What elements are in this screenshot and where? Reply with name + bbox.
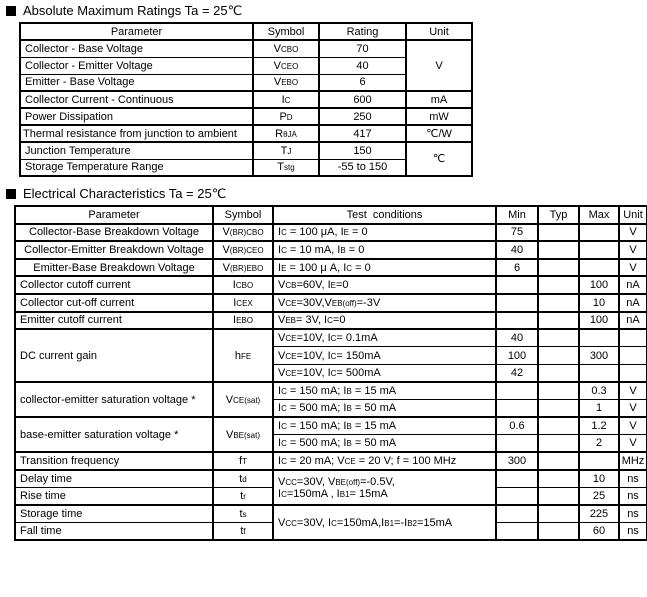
param-cell: Collector - Base Voltage <box>20 40 253 57</box>
symbol-cell: tf <box>213 523 273 541</box>
rating-cell: 70 <box>319 40 406 57</box>
typ-cell <box>538 435 579 453</box>
rating-cell: 417 <box>319 125 406 142</box>
cond-cell: IC = 20 mA; VCE = 20 V; f = 100 MHz <box>273 452 496 470</box>
cond-cell: IC = 500 mA; IB = 50 mA <box>273 435 496 453</box>
unit-cell: nA <box>619 276 647 294</box>
typ-cell <box>538 276 579 294</box>
param-cell: Collector - Emitter Voltage <box>20 57 253 74</box>
table-row <box>15 259 647 277</box>
abs-max-header-row <box>20 23 472 40</box>
table-row <box>15 452 647 470</box>
min-cell <box>496 400 538 418</box>
min-cell <box>496 312 538 330</box>
cond-cell: VCE=10V, IC= 0.1mA <box>273 329 496 347</box>
typ-cell <box>538 505 579 523</box>
symbol-cell: IEBO <box>213 312 273 330</box>
table-row <box>15 470 647 488</box>
table-row <box>20 40 472 57</box>
param-cell: Thermal resistance from junction to ambient <box>20 125 253 142</box>
col-header-typ: Typ <box>538 206 579 224</box>
param-cell: Emitter cutoff current <box>15 312 213 330</box>
unit-cell: nA <box>619 294 647 312</box>
min-cell <box>496 523 538 541</box>
param-cell: Fall time <box>15 523 213 541</box>
param-cell: collector-emitter saturation voltage * <box>15 382 213 417</box>
min-cell <box>496 294 538 312</box>
symbol-cell: V(BR)EBO <box>213 259 273 277</box>
cond-cell: VCE=30V,VEB(off)=-3V <box>273 294 496 312</box>
rating-cell: 150 <box>319 142 406 159</box>
typ-cell <box>538 312 579 330</box>
unit-cell: ℃/W <box>406 125 472 142</box>
elec-section-title <box>6 186 647 201</box>
max-cell: 225 <box>579 505 619 523</box>
symbol-cell: RθJA <box>253 125 319 142</box>
table-row <box>15 382 647 400</box>
col-header-unit: Unit <box>406 23 472 40</box>
cond-cell: VCE=10V, IC= 500mA <box>273 364 496 382</box>
cond-cell: VCB=60V, IE=0 <box>273 276 496 294</box>
max-cell: 100 <box>579 312 619 330</box>
table-row <box>15 312 647 330</box>
symbol-cell: TJ <box>253 142 319 159</box>
col-header-parameter: Parameter <box>20 23 253 40</box>
param-cell: Collector cut-off current <box>15 294 213 312</box>
table-row <box>15 294 647 312</box>
max-cell: 10 <box>579 294 619 312</box>
cond-cell: IC = 150 mA; IB = 15 mA <box>273 382 496 400</box>
unit-cell: ns <box>619 470 647 488</box>
symbol-cell: VCBO <box>253 40 319 57</box>
typ-cell <box>538 470 579 488</box>
param-cell: Power Dissipation <box>20 108 253 125</box>
col-header-max: Max <box>579 206 619 224</box>
table-row <box>15 276 647 294</box>
param-cell: Rise time <box>15 488 213 506</box>
col-header-symbol: Symbol <box>253 23 319 40</box>
param-cell: Collector cutoff current <box>15 276 213 294</box>
cond-cell: IC = 150 mA; IB = 15 mA <box>273 417 496 435</box>
square-bullet-icon <box>6 189 16 199</box>
min-cell: 100 <box>496 347 538 365</box>
table-row <box>20 125 472 142</box>
col-header-unit: Unit <box>619 206 647 224</box>
symbol-cell: Tstg <box>253 159 319 176</box>
unit-cell: mW <box>406 108 472 125</box>
param-cell: Transition frequency <box>15 452 213 470</box>
min-cell <box>496 276 538 294</box>
symbol-cell: ts <box>213 505 273 523</box>
min-cell <box>496 435 538 453</box>
param-cell: Storage Temperature Range <box>20 159 253 176</box>
table-row <box>20 159 472 176</box>
cond-cell <box>273 470 496 505</box>
symbol-cell: PD <box>253 108 319 125</box>
max-cell: 100 <box>579 276 619 294</box>
symbol-cell: td <box>213 470 273 488</box>
elec-title-text: Electrical Characteristics Ta = 25℃ <box>23 186 227 201</box>
symbol-cell: V(BR)CEO <box>213 241 273 259</box>
symbol-cell: ICEX <box>213 294 273 312</box>
typ-cell <box>538 417 579 435</box>
table-row <box>15 417 647 435</box>
min-cell <box>496 382 538 400</box>
min-cell: 75 <box>496 224 538 242</box>
unit-cell: MHz <box>619 452 647 470</box>
unit-cell: ns <box>619 488 647 506</box>
symbol-cell: ICBO <box>213 276 273 294</box>
min-cell <box>496 488 538 506</box>
cond-cell: VEB= 3V, IC=0 <box>273 312 496 330</box>
param-cell: Junction Temperature <box>20 142 253 159</box>
min-cell: 0.6 <box>496 417 538 435</box>
min-cell: 40 <box>496 241 538 259</box>
param-cell: Collector Current - Continuous <box>20 91 253 108</box>
rating-cell: 40 <box>319 57 406 74</box>
min-cell <box>496 505 538 523</box>
param-cell: Emitter - Base Voltage <box>20 74 253 91</box>
max-cell <box>579 452 619 470</box>
elec-header-row <box>15 206 647 224</box>
rating-cell: 250 <box>319 108 406 125</box>
table-row <box>20 142 472 159</box>
symbol-cell: VBE(sat) <box>213 417 273 452</box>
rating-cell: 6 <box>319 74 406 91</box>
table-row <box>15 329 647 347</box>
min-cell: 40 <box>496 329 538 347</box>
table-row <box>20 74 472 91</box>
unit-cell: nA <box>619 312 647 330</box>
max-cell <box>579 329 619 347</box>
max-cell <box>579 241 619 259</box>
param-cell: Storage time <box>15 505 213 523</box>
typ-cell <box>538 382 579 400</box>
unit-cell: V <box>406 40 472 91</box>
unit-cell: V <box>619 435 647 453</box>
typ-cell <box>538 329 579 347</box>
table-row <box>20 91 472 108</box>
unit-cell <box>619 329 647 347</box>
min-cell: 6 <box>496 259 538 277</box>
max-cell: 2 <box>579 435 619 453</box>
min-cell <box>496 470 538 488</box>
typ-cell <box>538 347 579 365</box>
cond-line: VCC=30V, VBE(off)=-0.5V, <box>278 475 395 488</box>
max-cell <box>579 259 619 277</box>
min-cell: 300 <box>496 452 538 470</box>
cond-cell: IC = 500 mA; IB = 50 mA <box>273 400 496 418</box>
cond-cell: IC = 10 mA, IB = 0 <box>273 241 496 259</box>
unit-cell: ns <box>619 523 647 541</box>
symbol-cell: VEBO <box>253 74 319 91</box>
max-cell: 60 <box>579 523 619 541</box>
typ-cell <box>538 452 579 470</box>
typ-cell <box>538 488 579 506</box>
symbol-cell: IC <box>253 91 319 108</box>
col-header-parameter: Parameter <box>15 206 213 224</box>
min-cell: 42 <box>496 364 538 382</box>
symbol-cell: VCE(sat) <box>213 382 273 417</box>
unit-cell: mA <box>406 91 472 108</box>
max-cell: 25 <box>579 488 619 506</box>
max-cell: 0.3 <box>579 382 619 400</box>
cond-line: IC=150mA , IB1= 15mA <box>278 487 388 500</box>
max-cell: 300 <box>579 347 619 365</box>
symbol-cell: V(BR)CBO <box>213 224 273 242</box>
rating-cell: 600 <box>319 91 406 108</box>
symbol-cell: tr <box>213 488 273 506</box>
col-header-symbol: Symbol <box>213 206 273 224</box>
table-row <box>15 241 647 259</box>
cond-cell: VCC=30V, IC=150mA,IB1=-IB2=15mA <box>273 505 496 540</box>
elec-table <box>14 205 647 541</box>
unit-cell: V <box>619 241 647 259</box>
typ-cell <box>538 294 579 312</box>
max-cell: 1 <box>579 400 619 418</box>
symbol-cell: hFE <box>213 329 273 382</box>
rating-cell: -55 to 150 <box>319 159 406 176</box>
unit-cell: ns <box>619 505 647 523</box>
symbol-cell: VCEO <box>253 57 319 74</box>
typ-cell <box>538 224 579 242</box>
unit-cell <box>619 347 647 365</box>
param-cell: Delay time <box>15 470 213 488</box>
col-header-test-conditions: Test conditions <box>273 206 496 224</box>
param-cell: Collector-Emitter Breakdown Voltage <box>15 241 213 259</box>
abs-max-table <box>19 22 473 177</box>
max-cell: 10 <box>579 470 619 488</box>
unit-cell: V <box>619 417 647 435</box>
cond-cell: IE = 100 μ A, IC = 0 <box>273 259 496 277</box>
unit-cell: ℃ <box>406 142 472 176</box>
abs-max-section-title <box>6 3 647 18</box>
table-row <box>20 57 472 74</box>
typ-cell <box>538 241 579 259</box>
table-row <box>15 505 647 523</box>
param-cell: Collector-Base Breakdown Voltage <box>15 224 213 242</box>
max-cell: 1.2 <box>579 417 619 435</box>
param-cell: base-emitter saturation voltage * <box>15 417 213 452</box>
param-cell: Emitter-Base Breakdown Voltage <box>15 259 213 277</box>
table-row <box>20 108 472 125</box>
unit-cell: V <box>619 259 647 277</box>
col-header-rating: Rating <box>319 23 406 40</box>
table-row <box>15 224 647 242</box>
max-cell <box>579 224 619 242</box>
typ-cell <box>538 364 579 382</box>
cond-cell: IC = 100 μA, IE = 0 <box>273 224 496 242</box>
col-header-min: Min <box>496 206 538 224</box>
symbol-cell: fT <box>213 452 273 470</box>
typ-cell <box>538 400 579 418</box>
typ-cell <box>538 523 579 541</box>
max-cell <box>579 364 619 382</box>
datasheet-page <box>0 3 647 541</box>
param-cell: DC current gain <box>15 329 213 382</box>
unit-cell: V <box>619 382 647 400</box>
unit-cell: V <box>619 224 647 242</box>
abs-max-title-text: Absolute Maximum Ratings Ta = 25℃ <box>23 3 243 18</box>
unit-cell <box>619 364 647 382</box>
square-bullet-icon <box>6 6 16 16</box>
cond-cell: VCE=10V, IC= 150mA <box>273 347 496 365</box>
typ-cell <box>538 259 579 277</box>
unit-cell: V <box>619 400 647 418</box>
